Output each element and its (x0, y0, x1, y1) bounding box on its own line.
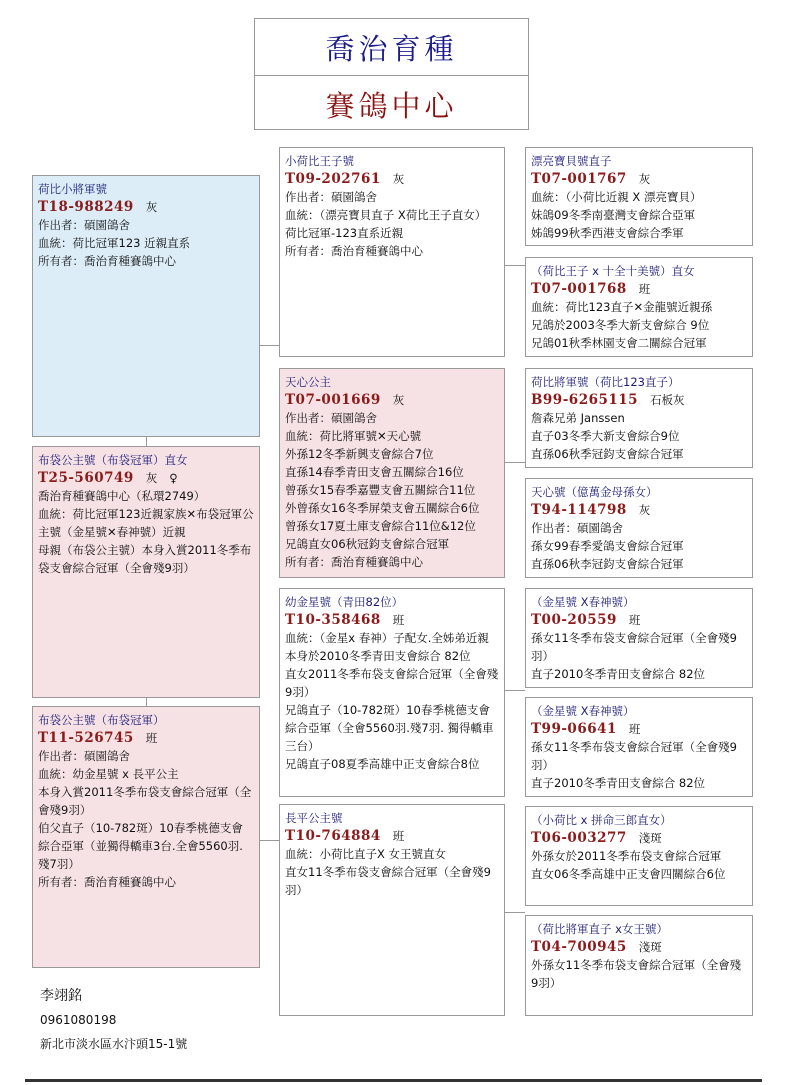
pigeon-detail-line: 孫女11冬季布袋支會綜合冠軍（全會殘9羽） (531, 631, 737, 663)
feather-color: 灰 (145, 471, 158, 485)
pigeon-detail-line: 外曾孫女16冬季屏榮支會五關綜合6位 (285, 501, 480, 515)
ring-number: T07-001669 (285, 392, 381, 408)
pigeon-name: （金星號 X春神號） (531, 704, 635, 718)
pigeon-detail-line: 兄鴿01秋季林園支會二關綜合冠軍 (531, 336, 707, 350)
pigeon-detail-line: 血統：荷比冠軍123 近親直系 (38, 236, 191, 250)
pigeon-detail-line: 孫女99春季愛鴿支會綜合冠軍 (531, 539, 684, 553)
pigeon-name: （小荷比 x 拼命三郎直女） (531, 813, 672, 827)
pigeon-card-ss (279, 147, 505, 357)
pigeon-detail-line: 本身入賞2011冬季布袋支會綜合冠軍（全會殘9羽） (38, 785, 252, 817)
connector-line (146, 698, 147, 706)
sex-symbol: ♀ (169, 471, 178, 485)
ring-number: T94-114798 (531, 502, 627, 518)
pigeon-name: 幼金星號（青田82位） (285, 595, 404, 609)
ring-number: T00-20559 (531, 612, 617, 628)
ring-number: T99-06641 (531, 721, 617, 737)
pigeon-card-sss (525, 147, 753, 246)
feather-color: 灰 (145, 200, 158, 214)
pigeon-card-sire (32, 175, 260, 437)
pigeon-name: 天心號（億萬金母孫女） (531, 485, 658, 499)
pigeon-detail-line: 直子2010冬季青田支會綜合 82位 (531, 667, 706, 681)
contact-phone: 0961080198 (40, 1013, 117, 1027)
pigeon-detail-line: 所有者：喬治育種賽鴿中心 (285, 244, 423, 258)
pigeon-detail-line: 外孫12冬季新興支會綜合7位 (285, 447, 434, 461)
contact-name: 李翊銘 (40, 988, 82, 1004)
pigeon-card-subject (32, 446, 260, 698)
feather-color: 班 (628, 613, 641, 627)
pigeon-detail-line: 兄鴿於2003冬季大新支會綜合 9位 (531, 318, 710, 332)
pigeon-detail-line: 外孫女11冬季布袋支會綜合冠軍（全會殘9羽） (531, 958, 742, 990)
header-title-line2: 賽鴿中心 (325, 88, 458, 123)
pigeon-detail-line: 血統：（小荷比近親 X 漂亮寶貝） (531, 190, 702, 204)
feather-color: 淺斑 (638, 831, 662, 845)
pigeon-detail-line: 直孫06秋李冠鈞支會綜合冠軍 (531, 557, 684, 571)
pigeon-card-sdd (525, 478, 753, 578)
pigeon-name: 長平公主號 (285, 811, 343, 825)
ring-number: T18-988249 (38, 199, 134, 215)
pigeon-detail-line: 所有者：喬治育種賽鴿中心 (285, 555, 423, 569)
ring-number: T10-764884 (285, 828, 381, 844)
ring-number: T09-202761 (285, 171, 381, 187)
pigeon-detail-line: 所有者：喬治育種賽鴿中心 (38, 254, 176, 268)
pigeon-detail-line: 作出者：碩園鴿舍 (285, 411, 377, 425)
contact-address: 新北市淡水區水汴頭15-1號 (40, 1037, 188, 1051)
feather-color: 灰 (638, 172, 651, 186)
pigeon-detail-line: 作出者：碩園鴿舍 (38, 218, 130, 232)
header-title-line1: 喬治育種 (255, 19, 528, 76)
pigeon-detail-line: 母親（布袋公主號）本身入賞2011冬季布袋支會綜合冠軍（全會殘9羽） (38, 543, 252, 575)
pigeon-detail-line: 直女06冬季高雄中正支會四關綜合6位 (531, 867, 726, 881)
pigeon-detail-line: 所有者：喬治育種賽鴿中心 (38, 875, 176, 889)
pigeon-detail-line: 妹鴿09冬季南臺灣支會綜合亞軍 (531, 208, 696, 222)
pigeon-detail-line: 曾孫女15春季嘉豐支會五關綜合11位 (285, 483, 476, 497)
feather-color: 石板灰 (650, 393, 685, 407)
pigeon-detail-line: 血統：幼金星號 x 長平公主 (38, 767, 179, 781)
connector-line (146, 437, 147, 446)
contact-info (40, 984, 187, 1056)
pigeon-card-dd (279, 804, 505, 1016)
pigeon-detail-line: 作出者：碩園鴿舍 (38, 749, 130, 763)
pigeon-name: 荷比小將軍號 (38, 182, 107, 196)
pigeon-detail-line: 血統：（漂亮寶貝直子 X荷比王子直女） 荷比冠軍-123直系近親 (285, 208, 487, 240)
feather-color: 淺斑 (638, 940, 662, 954)
connector-line (260, 345, 279, 346)
pigeon-card-ds (279, 588, 505, 797)
pigeon-card-sds (525, 368, 753, 468)
feather-color: 班 (638, 282, 651, 296)
pigeon-detail-line: 血統：荷比123直子✕金龍號近親孫 (531, 300, 713, 314)
pigeon-name: （金星號 X春神號） (531, 595, 635, 609)
ring-number: T11-526745 (38, 730, 134, 746)
connector-line (260, 840, 279, 841)
bottom-divider (25, 1079, 762, 1082)
pigeon-detail-line: 喬治育種賽鴿中心（私環2749） (38, 489, 206, 503)
feather-color: 班 (628, 722, 641, 736)
pigeon-detail-line: 血統：荷比冠軍123近親家族✕布袋冠軍公主號（金星號✕春神號）近親 (38, 507, 254, 539)
pigeon-card-ddd (525, 915, 753, 1016)
pigeon-detail-line: 直子2010冬季青田支會綜合 82位 (531, 776, 706, 790)
pigeon-name: 布袋公主號（布袋冠軍）直女 (38, 453, 188, 467)
pigeon-detail-line: 血統：（金星x 春神）子配女.全姊弟近親 (285, 631, 489, 645)
pigeon-detail-line: 兄鴿直子（10-782斑）10春季桃德支會綜合亞軍（全會5560羽.殘7羽. 獨得轎車三台） (285, 703, 494, 753)
pigeon-detail-line: 孫女11冬季布袋支會綜合冠軍（全會殘9羽） (531, 740, 737, 772)
pigeon-card-dss (525, 588, 753, 688)
connector-line (505, 462, 525, 463)
pigeon-detail-line: 兄鴿直子08夏季高雄中正支會綜合8位 (285, 757, 480, 771)
feather-color: 灰 (638, 503, 651, 517)
pigeon-detail-line: 作出者：碩園鴿舍 (285, 190, 377, 204)
pigeon-detail-line: 本身於2010冬季青田支會綜合 82位 (285, 649, 471, 663)
pigeon-detail-line: 血統：小荷比直子X 女王號直女 (285, 847, 447, 861)
feather-color: 班 (392, 613, 405, 627)
pigeon-detail-line: 直女2011冬季布袋支會綜合冠軍（全會殘9羽） (285, 667, 499, 699)
pigeon-card-dam (32, 706, 260, 968)
ring-number: B99-6265115 (531, 392, 639, 408)
feather-color: 灰 (392, 172, 405, 186)
pigeon-detail-line: 血統：荷比將軍號✕天心號 (285, 429, 422, 443)
pigeon-detail-line: 直女11冬季布袋支會綜合冠軍（全會殘9羽） (285, 865, 491, 897)
pigeon-name: 小荷比王子號 (285, 154, 354, 168)
pigeon-detail-line: 姊鴿99秋季西港支會綜合季軍 (531, 226, 684, 240)
pigeon-detail-line: 曾孫女17夏土庫支會綜合11位&12位 (285, 519, 476, 533)
connector-line (505, 690, 525, 691)
pigeon-card-dds (525, 806, 753, 906)
pigeon-name: 漂亮寶貝號直子 (531, 154, 612, 168)
ring-number: T04-700945 (531, 939, 627, 955)
pigeon-detail-line: 詹森兄弟 Janssen (531, 411, 625, 425)
pigeon-detail-line: 外孫女於2011冬季布袋支會綜合冠軍 (531, 849, 722, 863)
pigeon-name: 荷比將軍號（荷比123直子） (531, 375, 680, 389)
feather-color: 班 (392, 829, 405, 843)
pigeon-detail-line: 兄鴿直女06秋冠鈞支會綜合冠軍 (285, 537, 450, 551)
pigeon-detail-line: 直子03冬季大新支會綜合9位 (531, 429, 680, 443)
pigeon-detail-line: 直孫06秋季冠鈞支會綜合冠軍 (531, 447, 684, 461)
feather-color: 灰 (392, 393, 405, 407)
pigeon-card-sd (279, 368, 505, 578)
pigeon-detail-line: 直孫14春季青田支會五關綜合16位 (285, 465, 464, 479)
ring-number: T25-560749 (38, 470, 134, 486)
pigeon-name: （荷比將軍直子 x女王號） (531, 922, 668, 936)
feather-color: 班 (145, 731, 158, 745)
pigeon-detail-line: 伯父直子（10-782斑）10春季桃德支會綜合亞軍（並獨得轎車3台.全會5560羽.殘7羽） (38, 821, 243, 871)
pigeon-card-dsd (525, 697, 753, 797)
header-title-box (254, 18, 529, 130)
pigeon-name: 天心公主 (285, 375, 331, 389)
pigeon-name: （荷比王子 x 十全十美號）直女 (531, 264, 695, 278)
ring-number: T07-001767 (531, 171, 627, 187)
ring-number: T06-003277 (531, 830, 627, 846)
connector-line (505, 265, 525, 266)
connector-line (505, 912, 525, 913)
pigeon-detail-line: 作出者：碩園鴿舍 (531, 521, 623, 535)
ring-number: T10-358468 (285, 612, 381, 628)
pigeon-card-ssd (525, 257, 753, 357)
ring-number: T07-001768 (531, 281, 627, 297)
pigeon-name: 布袋公主號（布袋冠軍） (38, 713, 165, 727)
